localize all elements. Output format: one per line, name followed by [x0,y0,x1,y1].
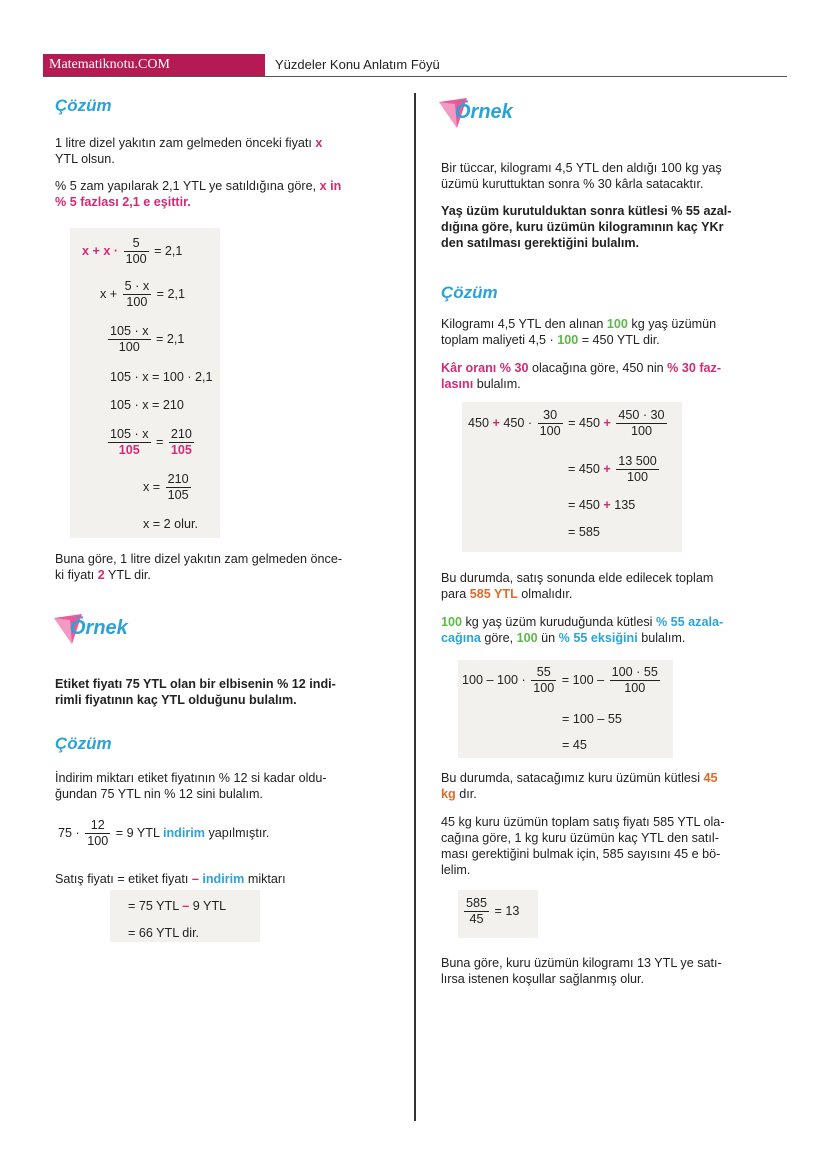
plus: + [492,415,500,430]
denominator: 105 [118,443,140,457]
kar-equation-2 [568,454,661,485]
cozum2-paragraph [55,770,395,802]
text: = 2,1 [156,331,185,346]
bolme-equation [462,896,519,927]
text: Bir tüccar, kilogramı 4,5 YTL den aldığı 100 kg yaş [441,161,722,175]
cozum-heading-3: Çözüm [441,283,498,302]
text: İndirim miktarı etiket fiyatının % 12 si kadar oldu- [55,771,327,785]
fraction [108,427,151,458]
satis-fiyati-line-3: = 66 YTL dir. [128,926,200,940]
value: kg [441,787,456,801]
kutle-paragraph [441,614,776,646]
cozum-heading-1: Çözüm [55,96,112,115]
denominator: 100 [118,340,140,354]
satis-paragraph [441,570,776,602]
highlight: lasını [441,377,474,391]
ornek-heading-2 [52,612,172,646]
text: ğundan 75 YTL nin % 12 sini bulalım. [55,787,263,801]
text: = 75 YTL [128,899,183,913]
text: = 450 YTL dir. [578,333,660,347]
column-divider [414,93,416,1121]
ornek-heading-1 [437,96,557,130]
fraction [108,324,151,355]
cozum1-paragraph-1 [55,135,395,167]
text: 450 · [499,415,533,430]
denominator: 100 [626,470,648,484]
brand-label: Matematiknotu.COM [43,54,265,76]
numerator: 13 500 [618,454,657,468]
fraction [616,408,666,439]
kar-equation-1 [468,408,669,439]
fraction [166,472,191,503]
kar-equation-4: = 585 [568,525,600,539]
text: 100 – 100 · [462,672,526,687]
text: bulalım. [473,377,521,391]
final-conclusion [441,955,776,987]
ornek1-question [441,203,776,251]
value: 45 [703,771,718,785]
ornek2-question [55,676,395,708]
denominator: 100 [539,424,561,438]
text: 75 · [58,825,80,840]
plus: + [603,461,611,476]
value: 585 YTL [469,587,518,601]
numerator: 210 [170,427,192,441]
cozum1-conclusion [55,551,395,583]
text: x + x · [82,243,119,258]
text: olacağına göre, 450 nin [528,361,668,375]
numerator: 105 · x [110,324,149,338]
denominator: 100 [630,424,652,438]
equation-6 [106,427,196,458]
text: 1 litre dizel yakıtın zam gelmeden önceki fiyatı [55,136,316,150]
text: dığına göre, kuru üzümün kilogramının kaç YKr [441,220,724,234]
text: 135 [610,498,636,512]
fraction [169,427,194,458]
fraction [538,408,563,439]
fraction [124,236,149,267]
text: Bu durumda, satış sonunda elde edilecek toplam [441,571,714,585]
numerator: 12 [85,818,110,834]
text: = 2,1 [156,286,186,301]
var-x: x [315,136,323,150]
text: 45 kg kuru üzümün toplam satış fiyatı 585 YTL ola- [441,815,725,829]
text: 450 [468,415,493,430]
satis-fiyati-line-1 [55,872,286,886]
text: lırsa istenen koşullar sağlanmış olur. [441,972,644,986]
text: Yaş üzüm kurutulduktan sonra kütlesi % 55 azal- [441,204,732,218]
text: bulalım. [637,631,686,645]
satis-fiyati-line-2 [128,899,226,913]
text: cağına göre, 1 kg kuru üzümün kaç YTL den satıl- [441,831,719,845]
equation-5: 105 · x = 210 [110,398,184,412]
fraction [531,665,556,696]
value: 2 [97,568,105,582]
text: = 13 [494,903,520,918]
cozum2-equation-1 [58,818,269,849]
denominator: 100 [87,834,109,848]
highlight: Kâr oranı % 30 [441,361,529,375]
fraction [616,454,659,485]
kutle-equation-2: = 100 – 55 [562,712,622,726]
text: % 5 zam yapılarak 2,1 YTL ye satıldığına göre, [55,179,320,193]
ornek-label: Örnek [455,101,513,123]
denominator: 100 [533,681,555,695]
text: rimli fiyatının kaç YTL olduğunu bulalım. [55,693,297,707]
cozum1-paragraph-2 [55,178,395,210]
fraction [610,665,660,696]
plus: + [603,498,611,512]
numerator: 5 · x [124,279,150,293]
kutle-equation-1 [462,665,662,696]
text: yapılmıştır. [204,825,270,840]
text: ün [537,631,559,645]
equation-1 [82,236,182,267]
text: üzümü kuruttuktan sonra % 30 kârla satacaktır. [441,177,704,191]
numerator: 585 [466,896,488,910]
fraction [85,818,110,849]
highlight: % 5 fazlası 2,1 e eşittir. [55,195,191,209]
text: YTL olsun. [55,152,115,166]
text: 9 YTL [189,899,227,913]
text: = 450 [568,461,604,476]
numerator: 105 · x [110,427,149,441]
numerator: 5 [124,236,149,252]
minus: – [182,899,190,913]
text: göre, [480,631,517,645]
value: 100 [557,333,579,347]
highlight: % 55 eksiğini [558,631,638,645]
highlight: x in [319,179,342,193]
equation-7 [143,472,193,503]
minus: – [191,872,199,886]
denominator: 105 [167,488,189,502]
value: 100 [441,615,463,629]
equation-2 [100,279,185,310]
text: dır. [455,787,477,801]
equation-3 [106,324,184,355]
text: = 2,1 [154,243,183,258]
cozum3-paragraph-1 [441,316,776,348]
text: para [441,587,470,601]
text: lelim. [441,863,471,877]
highlight: % 55 azala- [655,615,724,629]
text: Bu durumda, satacağımız kuru üzümün kütlesi [441,771,704,785]
document-title: Yüzdeler Konu Anlatım Föyü [275,57,440,72]
value: 100 [516,631,538,645]
text: ki fiyatı [55,568,98,582]
text: kg yaş üzüm kuruduğunda kütlesi [462,615,656,629]
text: Etiket fiyatı 75 YTL olan bir elbisenin % 12 indi- [55,677,336,691]
cozum-heading-2: Çözüm [55,734,112,753]
equation-8: x = 2 olur. [143,517,198,531]
bolme-paragraph [441,814,776,878]
text: = 9 YTL [115,825,163,840]
numerator: 55 [531,665,556,681]
denominator: 100 [126,295,148,309]
text: = 100 – [561,672,605,687]
highlight: % 30 faz- [667,361,722,375]
denominator: 100 [624,681,646,695]
text: = [156,434,164,449]
kar-equation-3 [568,498,635,512]
highlight: indirim [162,825,205,840]
plus: + [603,415,611,430]
highlight: indirim [202,872,245,886]
ornek1-paragraph [441,160,776,192]
fraction [464,896,489,927]
text: miktarı [244,872,286,886]
text: = 450 [568,498,604,512]
text: den satılması gerektiğini bulalım. [441,236,640,250]
denominator: 45 [469,912,484,926]
value: 100 [606,317,628,331]
text: Satış fiyatı = etiket fiyatı [55,872,192,886]
text: YTL dir. [104,568,151,582]
equation-4: 105 · x = 100 · 2,1 [110,370,213,384]
text: ması gerektiğini bulmak için, 585 sayısını 45 e bö- [441,847,721,861]
page-header [43,54,787,77]
ornek-label: Örnek [70,617,128,639]
numerator: 100 · 55 [611,665,658,679]
text: x + [100,286,118,301]
numerator: 210 [167,472,189,486]
text: olmalıdır. [517,587,573,601]
numerator: 450 · 30 [618,408,665,422]
cozum3-paragraph-2 [441,360,776,392]
denominator: 100 [125,252,147,266]
text: kg yaş üzümün [627,317,717,331]
text: toplam maliyeti 4,5 · [441,333,558,347]
kuru-kutle-paragraph [441,770,776,802]
denominator: 105 [170,443,192,457]
fraction [123,279,152,310]
text: Buna göre, 1 litre dizel yakıtın zam gelmeden önce- [55,552,343,566]
text: = 450 [568,415,604,430]
numerator: 30 [538,408,563,424]
kutle-equation-3: = 45 [562,738,587,752]
text: x = [143,479,161,494]
text: Buna göre, kuru üzümün kilogramı 13 YTL ye satı- [441,956,722,970]
highlight: cağına [441,631,481,645]
text: Kilogramı 4,5 YTL den alınan [441,317,607,331]
